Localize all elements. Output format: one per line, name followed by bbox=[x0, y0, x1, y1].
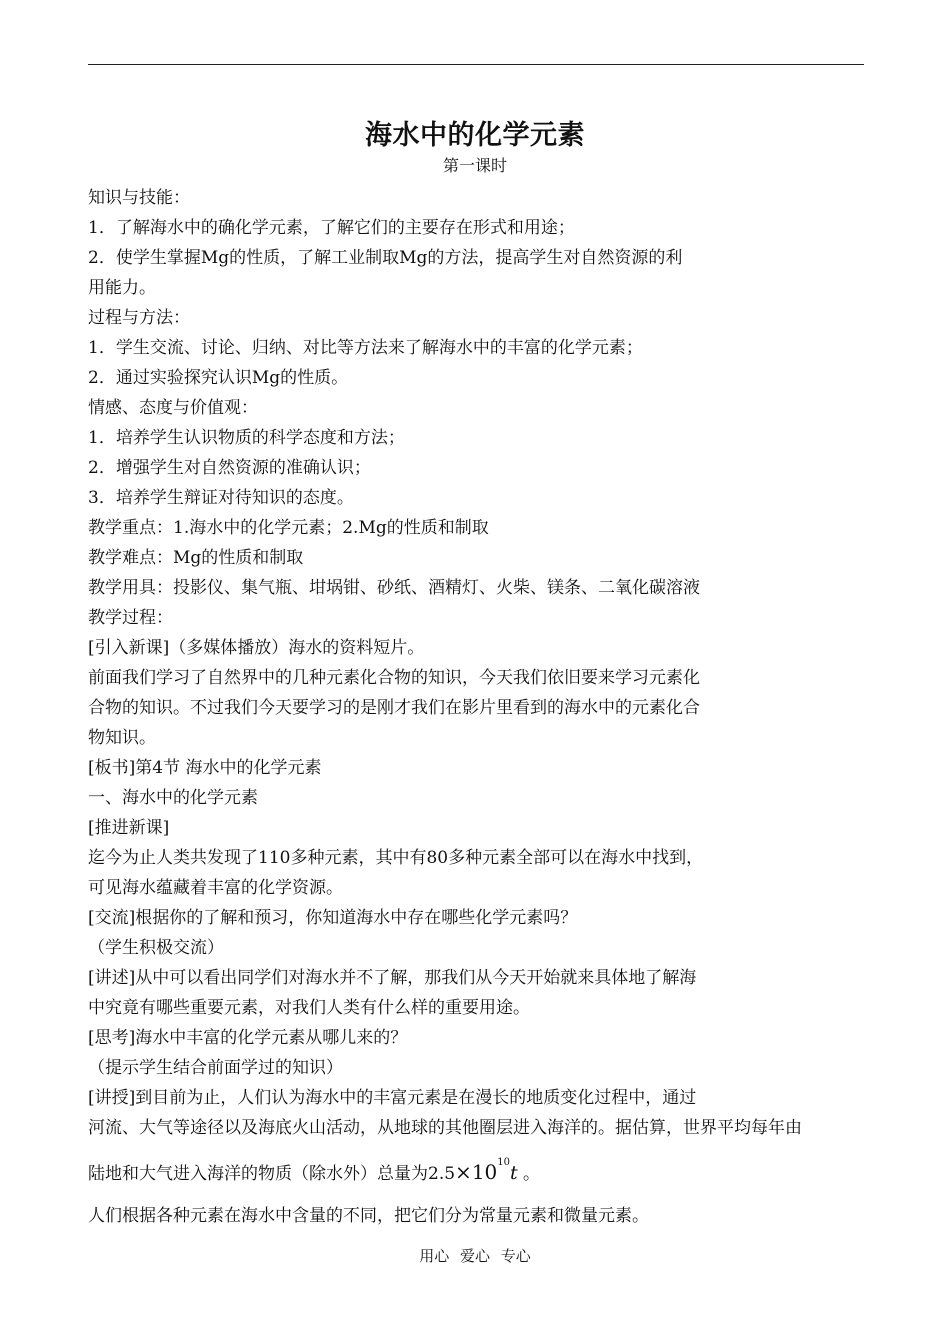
body-line: （学生积极交流） bbox=[88, 938, 224, 958]
body-line: [讲述]从中可以看出同学们对海水并不了解，那我们从今天开始就来具体地了解海 bbox=[88, 968, 697, 988]
body-line: [引入新课]（多媒体播放）海水的资料短片。 bbox=[88, 638, 425, 658]
body-line: 2．使学生掌握Mg的性质，了解工业制取Mg的方法，提高学生对自然资源的利 bbox=[88, 248, 683, 268]
body-line: 3．培养学生辩证对待知识的态度。 bbox=[88, 488, 354, 508]
body-line: 知识与技能： bbox=[88, 188, 190, 208]
body-line: 前面我们学习了自然界中的几种元素化合物的知识，今天我们依旧要来学习元素化 bbox=[88, 668, 700, 688]
body-line: 河流、大气等途径以及海底火山活动，从地球的其他圈层进入海洋的。据估算，世界平均每年由 bbox=[88, 1118, 802, 1138]
header-rule bbox=[88, 64, 864, 65]
body-line: 可见海水蕴藏着丰富的化学资源。 bbox=[88, 878, 343, 898]
body-line: 迄今为止人类共发现了110多种元素，其中有80多种元素全部可以在海水中找到， bbox=[88, 848, 704, 868]
body-line: （提示学生结合前面学过的知识） bbox=[88, 1058, 343, 1078]
body-line: 2．增强学生对自然资源的准确认识； bbox=[88, 458, 371, 478]
formula-times: × bbox=[455, 1160, 472, 1184]
body-line: [思考]海水中丰富的化学元素从哪儿来的？ bbox=[88, 1028, 408, 1048]
body-line: 一、海水中的化学元素 bbox=[88, 788, 258, 808]
body-line: 中究竟有哪些重要元素，对我们人类有什么样的重要用途。 bbox=[88, 998, 530, 1018]
formula-base: 10 bbox=[471, 1160, 498, 1184]
body-line: [板书]第4节 海水中的化学元素 bbox=[88, 758, 322, 778]
body-line: 教学重点：1.海水中的化学元素；2.Mg的性质和制取 bbox=[88, 518, 489, 538]
formula-exponent: 10 bbox=[497, 1157, 510, 1168]
body-line: [讲授]到目前为止，人们认为海水中的丰富元素是在漫长的地质变化过程中，通过 bbox=[88, 1088, 697, 1108]
body-line: 1．培养学生认识物质的科学态度和方法； bbox=[88, 428, 405, 448]
formula-suffix: 。 bbox=[517, 1164, 541, 1184]
document-body bbox=[88, 183, 864, 1231]
body-line: 合物的知识。不过我们今天要学习的是刚才我们在影片里看到的海水中的元素化合 bbox=[88, 698, 700, 718]
document-subtitle: 第一课时 bbox=[442, 156, 507, 175]
body-line: 教学难点：Mg的性质和制取 bbox=[88, 548, 304, 568]
body-line: 用能力。 bbox=[88, 278, 156, 298]
body-line: 教学过程： bbox=[88, 608, 173, 628]
body-line: 物知识。 bbox=[88, 728, 156, 748]
body-line: 1．了解海水中的确化学元素，了解它们的主要存在形式和用途； bbox=[88, 218, 575, 238]
formula-line bbox=[88, 1143, 864, 1183]
body-line: 1．学生交流、讨论、归纳、对比等方法来了解海水中的丰富的化学元素； bbox=[88, 338, 643, 358]
body-line: [交流]根据你的了解和预习，你知道海水中存在哪些化学元素吗？ bbox=[88, 908, 578, 928]
page-footer: 用心 爱心 专心 bbox=[419, 1247, 531, 1265]
body-line: [推进新课] bbox=[88, 818, 170, 838]
formula-coefficient: 2.5 bbox=[428, 1164, 456, 1184]
document-title: 海水中的化学元素 bbox=[365, 120, 585, 151]
body-line-last: 人们根据各种元素在海水中含量的不同，把它们分为常量元素和微量元素。 bbox=[88, 1206, 649, 1226]
body-line: 情感、态度与价值观： bbox=[88, 398, 258, 418]
body-line: 2．通过实验探究认识Mg的性质。 bbox=[88, 368, 349, 388]
formula-prefix: 陆地和大气进入海洋的物质（除水外）总量为 bbox=[88, 1164, 428, 1184]
formula-unit: t bbox=[510, 1162, 518, 1184]
body-line: 教学用具：投影仪、集气瓶、坩埚钳、砂纸、酒精灯、火柴、镁条、二氧化碳溶液 bbox=[88, 578, 700, 598]
body-line: 过程与方法： bbox=[88, 308, 190, 328]
